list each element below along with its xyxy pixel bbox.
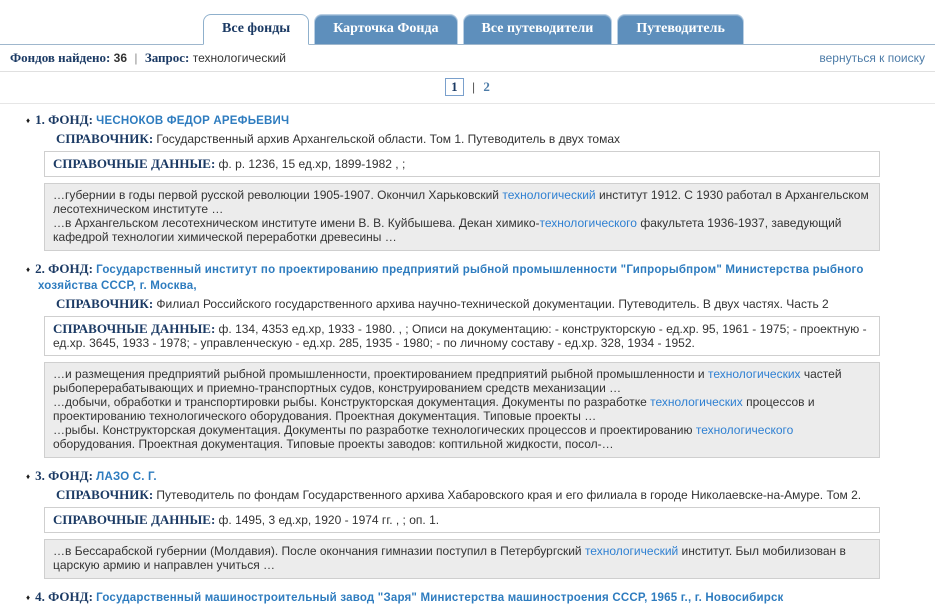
guide-line [28,131,925,147]
snippet-text: институт. Был мобилизован в царскую армию и направлен учиться … [53,544,846,572]
tab-4[interactable]: Путеводитель [617,14,744,44]
entry-title-line [28,468,925,485]
snippet-text: …добычи, обработки и транспортировки рыбы. Конструкторская документация. Документы по разработке [53,395,651,409]
tab-1[interactable]: Все фонды [203,14,309,45]
query-highlight-link[interactable]: технологический [502,188,596,202]
snippet-paragraph [53,368,871,395]
reference-data-label: СПРАВОЧНЫЕ ДАННЫЕ: [53,512,219,527]
reference-data-label: СПРАВОЧНЫЕ ДАННЫЕ: [53,321,219,336]
guide-label: СПРАВОЧНИК: [56,131,157,146]
fond-number-label: 4. ФОНД: [35,589,97,604]
query-highlight-link[interactable]: технологических [650,395,743,409]
query-highlight-link[interactable]: технологического [539,216,637,230]
entry-title-line [28,261,925,294]
reference-data-box [44,151,880,177]
diamond-bullet-icon: ♦ [26,116,31,125]
entry-title-line [28,112,925,129]
page-separator: | [471,80,476,94]
fond-title-link[interactable]: ЧЕСНОКОВ ФЕДОР АРЕФЬЕВИЧ [96,115,290,127]
snippet-text: …рыбы. Конструкторская документация. Документы по разработке технологических процессов и проектированию [53,423,696,437]
tab-2[interactable]: Карточка Фонда [314,14,457,44]
snippet-text: процессов и проектированию технологического оборудования. Проектная документация. Типовые проекты … [53,395,815,423]
result-entry [28,261,925,458]
pagination [0,72,935,104]
guide-text: Путеводитель по фондам Государственного архива Хабаровского края и его филиала в городе Николаевске-на-Амуре. Том 2. [156,488,862,502]
snippet-text: факультета 1936-1937, заведующий кафедрой технологии химической переработки древесины … [53,216,842,244]
snippet-text: …губернии в годы первой русской революции 1905-1907. Окончил Харьковский [53,188,503,202]
diamond-bullet-icon: ♦ [26,593,31,602]
reference-data-text: ф. 134, 4353 ед.хр, 1933 - 1980. , ; Описи на документацию: - конструкторскую - ед.хр. 95, 1961 - 1975; - проектную - ед.хр. 3645, 1933 - 1978; - управленческую - ед.хр. 285, 1935 - 1980; - по личному составу - ед.хр. 328, 1934 - 1952. [53,322,867,350]
entry-title-line [28,589,925,606]
reference-data-label: СПРАВОЧНЫЕ ДАННЫЕ: [53,156,219,171]
reference-data-text: ф. р. 1236, 15 ед.хр, 1899-1982 , ; [218,157,406,171]
snippet-text: оборудования. Проектная документация. Типовые проекты заводов: коптильной жидкости, посол-… [53,436,614,451]
fond-title-link[interactable]: Государственный машиностроительный завод "Заря" Министерства машиностроения СССР, 1965 г., г. Новосибирск [96,592,784,604]
guide-label: СПРАВОЧНИК: [56,487,157,502]
fond-title-link[interactable]: ЛАЗО С. Г. [96,471,157,483]
snippet-paragraph [53,189,871,216]
result-entry [28,112,925,251]
diamond-bullet-icon: ♦ [26,265,31,274]
query-value: технологический [192,51,286,65]
guide-line [28,296,925,312]
tab-3[interactable]: Все путеводители [463,14,613,44]
fond-number-label: 3. ФОНД: [35,468,97,483]
tabs-bar [0,0,935,45]
page-2-link[interactable]: 2 [483,79,490,94]
query-highlight-link[interactable]: технологический [584,544,679,558]
snippet-text: …в Бессарабской губернии (Молдавия). После окончания гимназии поступил в Петербургский [53,544,585,558]
reference-data-box [44,316,880,356]
fond-title-link[interactable]: Государственный институт по проектированию предприятий рыбной промышленности "Гипрорыбпром" Министерства рыбного хозяйства СССР, г. Москва, [38,264,864,292]
results-header [0,45,935,72]
found-label: Фондов найдено: [10,50,111,65]
results-list [0,104,935,606]
diamond-bullet-icon: ♦ [26,472,31,481]
snippet-box [44,362,880,458]
found-count: 36 [113,51,128,65]
guide-text: Государственный архив Архангельской области. Том 1. Путеводитель в двух томах [156,132,621,146]
back-to-search-link[interactable]: вернуться к поиску [819,51,925,65]
reference-data-box [44,507,880,533]
query-label: Запрос: [144,50,190,65]
snippet-box [44,183,880,251]
page-current[interactable]: 1 [445,78,464,96]
header-separator: | [134,51,138,65]
snippet-box [44,539,880,579]
query-highlight-link[interactable]: технологического [695,423,794,437]
snippet-paragraph [53,396,871,423]
guide-line [28,487,925,503]
snippet-paragraph [53,424,871,451]
fond-number-label: 2. ФОНД: [35,261,97,276]
guide-label: СПРАВОЧНИК: [56,296,157,311]
fond-number-label: 1. ФОНД: [35,112,97,127]
snippet-text: …в Архангельском лесотехническом институте имени В. В. Куйбышева. Декан химико- [53,216,540,230]
guide-text: Филиал Российского государственного архива научно-технической документации. Путеводитель. В двух частях. Часть 2 [156,297,829,311]
snippet-text: институт 1912. С 1930 работал в Архангельском лесотехническом институте … [53,188,869,216]
snippet-paragraph [53,545,871,572]
reference-data-text: ф. 1495, 3 ед.хр, 1920 - 1974 гг. , ; оп. 1. [218,513,440,527]
results-summary [10,50,286,66]
result-entry [28,468,925,579]
snippet-text: …и размещения предприятий рыбной промышленности, проектированием предприятий рыбной промышленности и [53,367,708,381]
snippet-paragraph [53,217,871,244]
snippet-text: частей рыбоперерабатывающих и приемно-транспортных судов, конструированием средств механизации … [53,367,842,395]
result-entry [28,589,925,606]
query-highlight-link[interactable]: технологических [707,367,801,381]
